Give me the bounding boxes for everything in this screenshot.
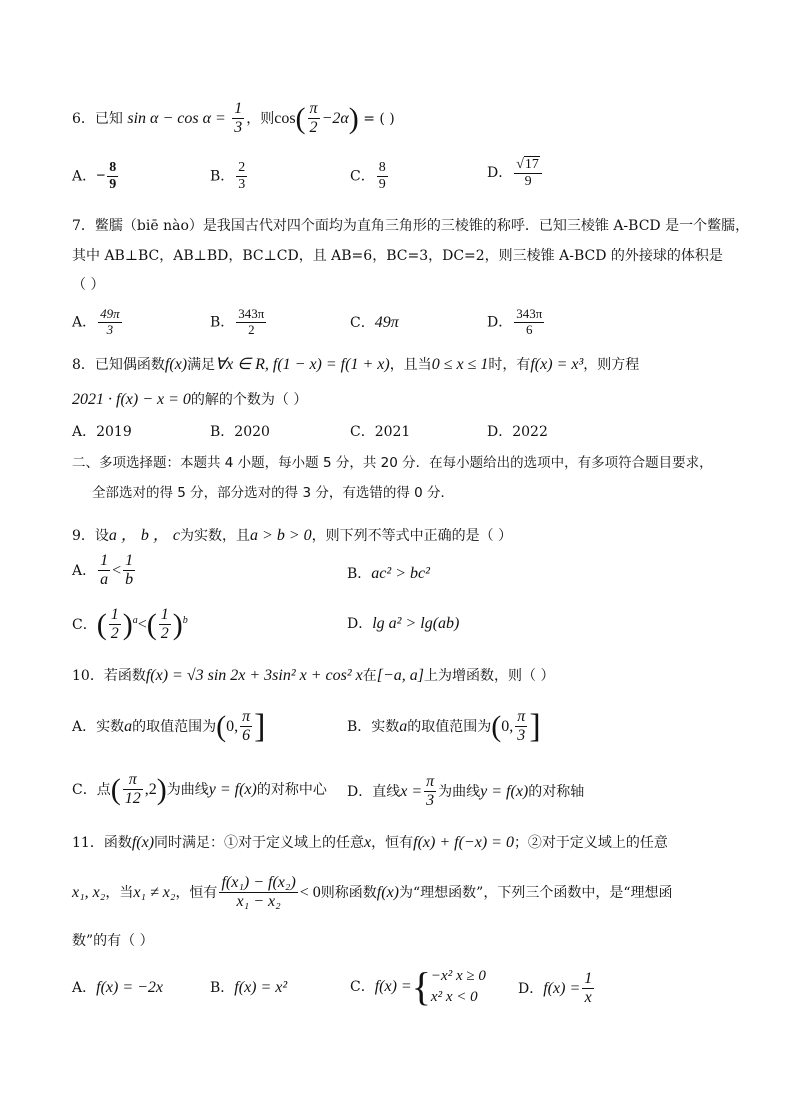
q10-b-den: 3 (517, 727, 526, 745)
q10-a-text: A．实数 (72, 718, 125, 735)
q11-d-frac (582, 970, 594, 1008)
q7-option-b[interactable] (210, 307, 268, 338)
q10-b-text: B．实数 (347, 718, 400, 735)
q10-interval: [−a, a] (376, 667, 425, 684)
q7-b-den: 2 (248, 321, 255, 337)
q9-text: ，则下列不等式中正确的是（ ） (311, 528, 513, 544)
q11-fx: f(x) (131, 834, 155, 851)
q9-option-a[interactable] (72, 552, 137, 590)
q8-option-c[interactable]: C．2021 (350, 424, 411, 440)
option-label: C． (350, 168, 375, 185)
q11-text: 同时满足：①对于定义域上的任意 (154, 835, 365, 851)
q10-b-zero: 0, (501, 717, 514, 735)
q9-c-num-2: 1 (159, 606, 171, 625)
q11-x1x2: x₁, x₂ (72, 883, 106, 901)
q10-c-text: C．点 (72, 781, 111, 798)
option-label: B． (210, 314, 235, 331)
q9-d-expr: lg a² > lg(ab) (372, 615, 460, 632)
q8-line-2 (72, 392, 307, 408)
q9-stem (72, 528, 512, 544)
q8-fx: f(x) (164, 356, 188, 373)
q8-option-b[interactable]: B．2020 (210, 424, 270, 440)
q10-d-frac (424, 773, 436, 811)
paren-left: ( (146, 607, 157, 641)
q10-a-num: π (240, 708, 252, 727)
q10-a-text-2: 的取值范围为 (132, 718, 217, 735)
q6-inner-tail: −2α (321, 109, 349, 127)
option-label: A． (72, 168, 97, 185)
q9-text: 9．设 (72, 528, 109, 544)
q10-option-a[interactable] (72, 708, 265, 746)
q11-line-3: 数”的有（ ） (72, 933, 154, 949)
q6-text: 已知 (94, 110, 123, 127)
bracket-right: ] (529, 707, 541, 745)
q10-c-den: 12 (124, 790, 141, 808)
q6-number: 6． (72, 110, 95, 127)
q11-line-2 (72, 874, 672, 912)
q9-a-lt: < (112, 561, 122, 579)
q11-text: ，恒有 (371, 835, 414, 851)
q9-c-lt: < (137, 615, 147, 633)
q6-d-frac (514, 156, 542, 190)
paren-left: ( (110, 772, 121, 806)
q10-a-var: a (124, 717, 133, 735)
q7-a-frac (98, 307, 122, 338)
q6-inner-fraction (308, 100, 320, 138)
paren-right: ) (156, 772, 167, 806)
q10-option-d[interactable] (347, 773, 584, 811)
q11-odd-condition: f(x) + f(−x) = 0 (413, 834, 514, 851)
q8-interval: 0 ≤ x ≤ 1 (431, 356, 489, 373)
option-label: A． (72, 562, 97, 579)
q11-quotient (219, 874, 297, 912)
option-label: B． (347, 566, 372, 582)
q6-inner-num: π (308, 100, 320, 119)
q8-fx-def: f(x) = x³ (530, 356, 584, 373)
q10-d-text-2: 为曲线 (438, 783, 481, 800)
q10-b-var: a (399, 717, 408, 735)
q6-expression: sin α − cos α = (127, 109, 226, 127)
q7-b-frac (236, 307, 266, 338)
q6-option-a[interactable] (72, 160, 120, 193)
q10-c-frac (123, 771, 143, 809)
q10-function: f(x) = √3 sin 2x + 3sin² x + cos² x (145, 667, 363, 684)
q9-a-den-1: a (100, 571, 109, 589)
q8-option-a[interactable]: A．2019 (72, 424, 132, 440)
q8-text: 满足 (187, 357, 216, 373)
q6-b-den: 3 (238, 177, 246, 193)
q11-x: x (364, 834, 372, 851)
q7-d-frac (514, 307, 544, 338)
option-label: D． (487, 165, 513, 182)
q11-d-num: 1 (582, 970, 594, 989)
q9-option-c[interactable] (72, 606, 188, 644)
q10-a-den: 6 (242, 727, 251, 745)
option-label: D． (518, 980, 544, 997)
q10-d-text-3: 的对称轴 (528, 783, 585, 800)
q10-stem (72, 668, 554, 684)
q11-a-expr: f(x) = −2x (96, 979, 164, 996)
q11-c-case-2: x² x < 0 (430, 989, 478, 1005)
q10-d-num: π (424, 773, 436, 792)
q7-line-1: 7．鳖臑（biē nào）是我国古代对四个面均为直角三角形的三棱锥的称呼．已知三棱锥 A-BCD 是一个鳖臑， (72, 218, 750, 234)
q7-a-den: 3 (106, 321, 114, 337)
q7-option-a[interactable] (72, 307, 124, 338)
option-label: C． (350, 979, 375, 995)
option-label: A． (72, 314, 97, 331)
q11-neq: x₁ ≠ x₂ (133, 883, 176, 901)
q6-option-d[interactable] (487, 156, 544, 190)
section-heading-line-2: 全部选对的得 5 分，部分选对的得 3 分，有选错的得 0 分． (92, 485, 455, 501)
q11-c-case-1: −x² x ≥ 0 (430, 968, 486, 984)
q10-text: 在 (362, 668, 377, 684)
q10-d-x: x = (400, 782, 423, 800)
q10-c-text-2: 为曲线 (166, 781, 209, 798)
q11-text: ，当 (105, 884, 134, 901)
q11-quotient-num: f(x₁) − f(x₂) (219, 874, 297, 893)
q8-equation: 2021 · f(x) − x = 0 (72, 391, 191, 408)
q10-c-expr: y = f(x) (208, 780, 257, 798)
q8-text: ，则方程 (583, 357, 640, 373)
q10-text: 上为增函数，则（ ） (424, 668, 555, 684)
brace-left: { (411, 964, 431, 1009)
q11-option-a[interactable] (72, 980, 163, 996)
q9-c-frac-2 (159, 606, 171, 644)
q11-text: 11．函数 (72, 835, 132, 851)
option-label: B． (210, 168, 235, 185)
q7-line-2: 其中 AB⊥BC，AB⊥BD，BC⊥CD，且 AB=6，BC=3，DC=2，则三棱锥 A-BCD 的外接球的体积是 (72, 248, 723, 264)
q10-option-b[interactable] (347, 708, 541, 746)
q9-c-exp-2: b (182, 615, 188, 627)
q6-fraction (232, 100, 244, 138)
q11-text: ；②对于定义域上的任意 (513, 835, 668, 851)
q9-a-num-1: 1 (98, 552, 110, 571)
q11-option-c[interactable] (350, 966, 486, 1008)
paren-left: ( (491, 709, 502, 743)
q9-a-frac-1 (98, 552, 110, 590)
q6-d-den: 9 (524, 174, 532, 190)
q11-c-cases (431, 966, 486, 1008)
option-label: D． (347, 616, 373, 632)
q10-a-frac (240, 708, 252, 746)
bracket-right: ] (254, 707, 266, 745)
q7-a-num: 49π (100, 306, 120, 321)
q7-d-den: 6 (526, 321, 533, 337)
q11-text: 则称函数 (320, 884, 377, 901)
q6-stem (72, 100, 395, 138)
option-label: D． (487, 314, 513, 331)
paren-left: ( (96, 607, 107, 641)
q9-a-den-2: b (125, 571, 134, 589)
q6-a-den: 9 (109, 177, 117, 193)
q6-a-num: 8 (107, 160, 118, 177)
q9-c-exp-1: a (132, 615, 138, 627)
q6-b-num: 2 (236, 160, 247, 177)
q6-b-frac (236, 160, 247, 193)
q6-frac-den: 3 (234, 119, 243, 137)
q8-text: 的解的个数为（ ） (190, 392, 308, 408)
q10-d-expr: y = f(x) (480, 782, 529, 800)
q11-line-1 (72, 835, 668, 851)
q6-d-num: √17 (514, 156, 542, 174)
q10-option-c[interactable] (72, 771, 327, 809)
q6-text-2: ，则 (246, 110, 275, 127)
paren-left: ( (216, 709, 227, 743)
q6-inner-den: 2 (309, 119, 318, 137)
q11-d-expr: f(x) = (543, 979, 581, 997)
q10-b-frac (515, 708, 527, 746)
q9-option-d[interactable] (347, 616, 459, 632)
q9-a-frac-2 (123, 552, 135, 590)
paren-right: ) (172, 607, 183, 641)
q8-condition: ∀x ∈ R, f(1 − x) = f(1 + x) (215, 356, 390, 373)
q7-option-c[interactable] (350, 315, 399, 331)
q6-c-frac (377, 160, 388, 193)
q6-paren-right: ) (348, 101, 359, 135)
q11-fx: f(x) (376, 883, 399, 901)
q6-cos: cos (274, 109, 296, 127)
q9-c-den-2: 2 (160, 625, 169, 643)
q6-c-den: 9 (378, 177, 386, 193)
option-label: C． (72, 616, 97, 633)
q8-text: 时，有 (488, 357, 531, 373)
q10-a-zero: 0, (226, 717, 239, 735)
q11-c-expr: f(x) = (374, 978, 412, 995)
section-heading-line-1: 二、多项选择题：本题共 4 小题，每小题 5 分，共 20 分．在每小题给出的选项中，有多项符合题目要求， (72, 455, 713, 471)
q6-frac-num: 1 (232, 100, 244, 119)
q6-option-b[interactable] (210, 160, 249, 193)
q6-paren-left: ( (295, 101, 306, 135)
q6-option-c[interactable] (350, 160, 390, 193)
q11-b-expr: f(x) = x² (234, 979, 288, 996)
paren-right: ) (122, 607, 133, 641)
q10-b-num: π (515, 708, 527, 727)
q9-c-num: 1 (109, 606, 121, 625)
q10-text: 10．若函数 (72, 668, 146, 684)
q11-option-b[interactable] (210, 980, 287, 996)
q6-d-radicand: 17 (524, 157, 539, 172)
q7-c-value: 49π (374, 314, 399, 331)
q11-option-d[interactable] (518, 970, 596, 1008)
q8-text: ，且当 (389, 357, 432, 373)
q10-c-num: π (123, 771, 143, 790)
q11-text: 为“理想函数”，下列三个函数中，是“理想函 (399, 884, 673, 901)
q9-option-b[interactable] (347, 566, 430, 582)
q6-a-frac (107, 160, 118, 193)
q8-text: 8．已知偶函数 (72, 357, 165, 373)
q9-vars: a ， b ， c (108, 527, 181, 544)
q11-text: ，恒有 (175, 884, 218, 901)
q8-line-1 (72, 357, 639, 373)
q8-option-d[interactable]: D．2022 (487, 424, 548, 440)
q9-inequality: a > b > 0 (250, 527, 312, 544)
q9-b-expr: ac² > bc² (371, 565, 430, 582)
q6-a-sign: − (96, 167, 106, 185)
option-label: A． (72, 980, 97, 996)
q10-d-text: D．直线 (347, 783, 401, 800)
q7-b-num: 343π (238, 306, 265, 321)
q9-c-frac-1 (109, 606, 121, 644)
q11-quotient-den: x₁ − x₂ (236, 893, 281, 911)
q10-c-text-3: 的对称中心 (256, 781, 327, 798)
q9-text: 为实数，且 (180, 528, 251, 544)
option-label: C． (350, 315, 375, 331)
q7-line-3: （ ） (72, 277, 105, 293)
q10-b-text-2: 的取值范围为 (407, 718, 492, 735)
q6-c-num: 8 (377, 160, 388, 177)
q11-d-den: x (584, 989, 592, 1007)
q7-option-d[interactable] (487, 307, 546, 338)
q11-lt-zero: < 0 (299, 883, 321, 901)
option-label: B． (210, 980, 235, 996)
q9-a-num-2: 1 (123, 552, 135, 571)
q7-d-num: 343π (516, 306, 543, 321)
q9-c-den: 2 (110, 625, 119, 643)
q10-c-val: ,2 (144, 780, 157, 798)
q10-d-den: 3 (426, 792, 435, 810)
q6-blank: = ( ) (363, 110, 395, 127)
